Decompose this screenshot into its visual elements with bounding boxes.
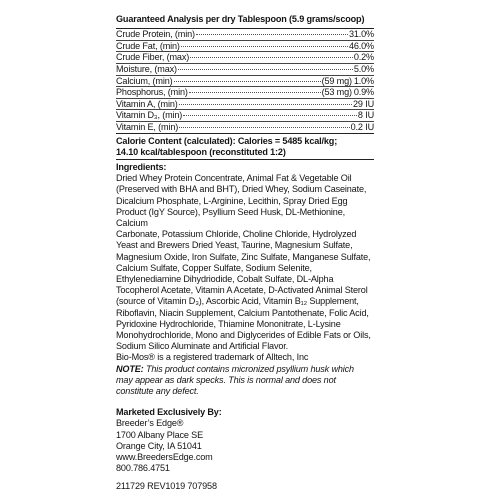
analysis-row [116, 87, 374, 99]
note-label: NOTE: [116, 363, 144, 374]
marketer-address-line: 800.786.4751 [116, 463, 170, 474]
ingredients-line: Tocopherol Acetate, Vitamin A Acetate, D-Activated Animal Sterol [116, 285, 368, 296]
note-line: This product contains micronized psyllium husk which [145, 363, 354, 374]
ingredients-list [116, 173, 374, 352]
ingredients-line: Yeast and Brewers Dried Yeast, Taurine, Magnesium Sulfate, [116, 240, 353, 251]
ingredients-line: Carbonate, Potassium Chloride, Choline Chloride, Hydrolyzed [116, 229, 357, 240]
dot-leader [174, 81, 321, 82]
dot-leader [181, 46, 348, 47]
note-line-wrap [116, 375, 374, 386]
analysis-row-value: 5.0% [353, 63, 374, 74]
calorie-content [116, 136, 374, 160]
note-block [116, 364, 374, 398]
analysis-row-name: Vitamin A, (min) [116, 98, 178, 109]
analysis-row [116, 122, 374, 134]
analysis-row-name: Calcium, (min) [116, 75, 173, 86]
marketer-address [116, 418, 374, 474]
dot-leader [196, 34, 348, 35]
ingredients-line: Product (IgY Source), Psyllium Seed Husk, DL-Methionine, Calcium [116, 206, 345, 228]
analysis-row-name: Vitamin E, (min) [116, 121, 179, 132]
analysis-row-name: Crude Fat, (min) [116, 40, 180, 51]
analysis-row-name: Crude Protein, (min) [116, 29, 195, 40]
analysis-row [116, 99, 374, 111]
note-line: may appear as dark specks. This is normal and does not [116, 374, 336, 385]
dot-leader [179, 127, 350, 128]
dot-leader [178, 69, 353, 70]
ingredients-line: Magnesium Oxide, Iron Sulfate, Zinc Sulfate, Manganese Sulfate, [116, 251, 371, 262]
analysis-row-value: 0.2% [353, 52, 374, 63]
analysis-row-value: 1.0% [353, 75, 374, 86]
guaranteed-analysis-table [116, 29, 374, 133]
dot-leader [190, 57, 353, 58]
ingredients-line: Riboflavin, Niacin Supplement, Calcium Pantothenate, Folic Acid, [116, 307, 369, 318]
note-line-wrap [116, 386, 374, 397]
guaranteed-analysis-header [116, 14, 374, 29]
analysis-row-amount: (59 mg) [321, 75, 352, 86]
analysis-row [116, 64, 374, 76]
ingredients-line: (Preserved with BHA and BHT), Dried Whey, Sodium Caseinate, [116, 184, 367, 195]
dot-leader [179, 104, 352, 105]
analysis-row [116, 29, 374, 41]
marketer-address-line: Orange City, IA 51041 [116, 440, 202, 451]
marketer-title: Marketed Exclusively By: [116, 407, 222, 418]
analysis-row-name: Moisture, (max) [116, 63, 177, 74]
note-line: constitute any defect. [116, 386, 199, 397]
analysis-row-value: 46.0% [348, 40, 374, 51]
ingredients-line: Ethylenediamine Dihydriodide, Cobalt Sulfate, DL-Alpha [116, 273, 334, 284]
ingredients-line: Dicalcium Phosphate, L-Arginine, Lecithin, Spray Dried Egg [116, 195, 348, 206]
marketer-address-line: 1700 Albany Place SE [116, 429, 203, 440]
trademark-notice: Bio-Mos® is a registered trademark of Alltech, Inc [116, 352, 309, 363]
analysis-row-value: 0.2 IU [350, 121, 374, 132]
analysis-row [116, 76, 374, 88]
ingredients-line: Monohydrochloride, Mono and Diglycerides of Edible Fats or Oils, [116, 330, 371, 340]
analysis-row-value: 8 IU [357, 110, 374, 121]
guaranteed-analysis-title: Guaranteed Analysis per dry Tablespoon (5.9 grams/scoop) [116, 14, 365, 24]
analysis-row [116, 52, 374, 64]
analysis-row-name: Vitamin D₃, (min) [116, 110, 183, 121]
calorie-content-line-2: 14.10 kcal/tablespoon (reconstituted 1:2) [116, 146, 286, 157]
analysis-row-name: Phosphorus, (min) [116, 87, 188, 98]
ingredients-line: Sodium Silico Aluminate and Artificial Flavor. [116, 341, 289, 352]
ingredients-line: Pyridoxine Hydrochloride, Thiamine Mononitrate, L-Lysine [116, 318, 341, 329]
lot-code: 211729 REV1019 707958 [116, 481, 217, 492]
dot-leader [183, 115, 357, 116]
analysis-row [116, 110, 374, 122]
analysis-row-value: 31.0% [348, 29, 374, 40]
marketer-address-line: Breeder’s Edge® [116, 418, 184, 429]
ingredients-line: Calcium Sulfate, Copper Sulfate, Sodium Selenite, [116, 262, 312, 273]
dot-leader [189, 92, 321, 93]
analysis-row-value: 0.9% [353, 87, 374, 98]
ingredients-line: Dried Whey Protein Concentrate, Animal Fat & Vegetable Oil [116, 173, 352, 184]
product-label [116, 14, 374, 494]
ingredients-title: Ingredients: [116, 161, 167, 172]
analysis-row-name: Crude Fiber, (max) [116, 52, 190, 63]
analysis-row-value: 29 IU [353, 98, 374, 109]
analysis-row-amount: (53 mg) [321, 87, 352, 98]
ingredients-line: (source of Vitamin D₃), Ascorbic Acid, Vitamin B₁₂ Supplement, [116, 296, 359, 307]
analysis-row [116, 41, 374, 53]
marketer-address-line: www.BreedersEdge.com [116, 452, 213, 463]
calorie-content-line-1: Calorie Content (calculated): Calories = 5485 kcal/kg; [116, 135, 338, 146]
